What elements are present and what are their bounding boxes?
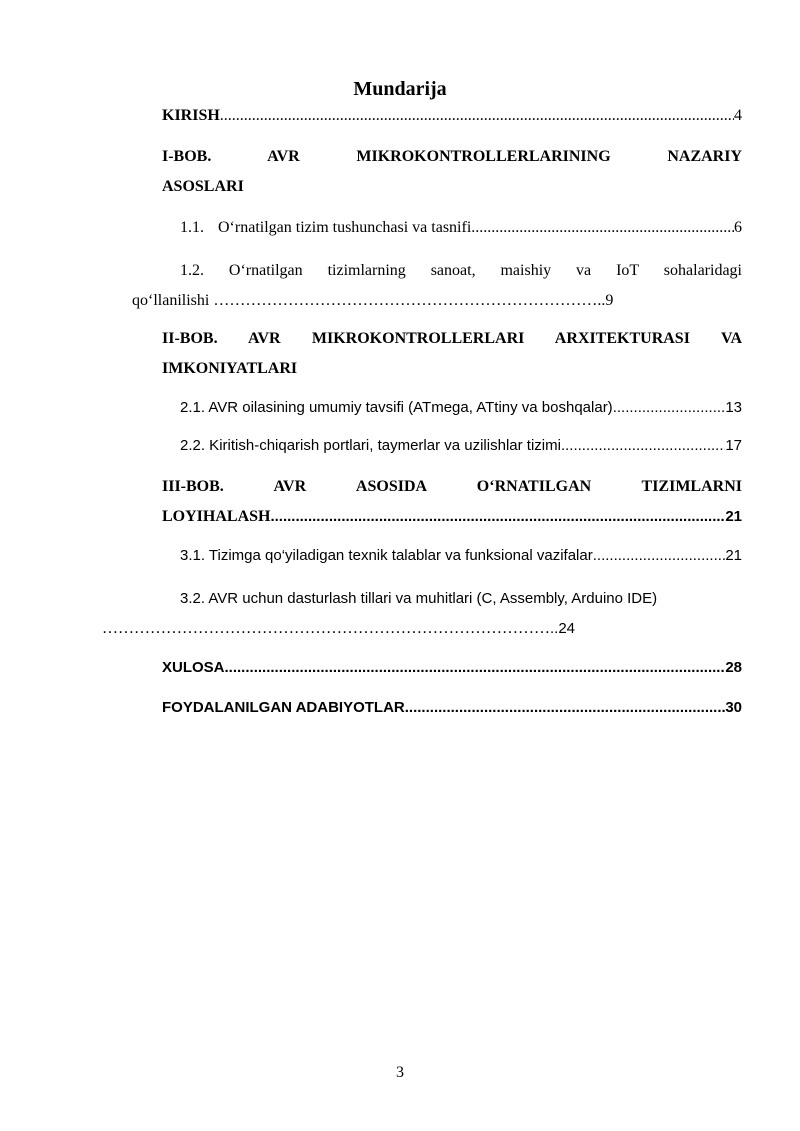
- toc-entry-1-1[interactable]: [180, 216, 742, 240]
- toc-dots: [405, 696, 726, 720]
- toc-dots: [225, 656, 726, 680]
- toc-label: 2.2. Kiritish-chiqarish portlari, taymerlar va uzilishlar tizimi: [180, 437, 561, 454]
- toc-chapter-line1: I-BOB. AVR MIKROKONTROLLERLARINING NAZARIY: [162, 148, 742, 165]
- toc-dots: [471, 216, 734, 240]
- toc-entry-chapter-3[interactable]: [162, 472, 742, 532]
- toc-line1: 3.2. AVR uchun dasturlash tillari va muhitlari (C, Assembly, Arduino IDE): [180, 590, 658, 607]
- toc-chapter-line2: LOYIHALASH: [162, 508, 271, 525]
- toc-page: 21: [725, 547, 742, 564]
- toc-chapter-line1: III-BOB. AVR ASOSIDA O‘RNATILGAN TIZIMLARNI: [162, 478, 742, 495]
- toc-entry-adabiyotlar[interactable]: [162, 696, 742, 720]
- toc-label: 3.1. Tizimga qo‘yiladigan texnik talablar va funksional vazifalar: [180, 547, 593, 564]
- toc-page: 28: [725, 659, 742, 676]
- toc-dots: [613, 396, 726, 420]
- toc-page: 30: [725, 699, 742, 716]
- toc-number: 1.1.: [180, 219, 204, 236]
- toc-page: ..9: [597, 292, 614, 309]
- toc-entry-xulosa[interactable]: [162, 656, 742, 680]
- toc-line2: qo‘llanilishi: [132, 292, 210, 309]
- toc-chapter-line1: II-BOB. AVR MIKROKONTROLLERLARI ARXITEKTURASI VA: [162, 330, 742, 347]
- toc-entry-3-1[interactable]: [180, 544, 742, 568]
- toc-label: XULOSA: [162, 659, 225, 676]
- toc-dots: [102, 620, 550, 637]
- toc-page: 17: [725, 437, 742, 454]
- toc-dots: [213, 292, 597, 309]
- toc-entry-chapter-1[interactable]: [162, 142, 742, 202]
- toc-dots: [593, 544, 726, 568]
- toc-line1: 1.2. O‘rnatilgan tizimlarning sanoat, maishiy va IoT sohalaridagi: [180, 262, 742, 279]
- toc-dots: [220, 104, 734, 128]
- toc-dots: [561, 434, 725, 458]
- toc-label: O‘rnatilgan tizim tushunchasi va tasnifi: [218, 219, 472, 236]
- page-title: Mundarija: [353, 78, 447, 100]
- toc-label: FOYDALANILGAN ADABIYOTLAR: [162, 699, 405, 716]
- toc-page: 4: [734, 107, 742, 124]
- toc-label: 2.1. AVR oilasining umumiy tavsifi (ATmega, ATtiny va boshqalar): [180, 399, 613, 416]
- toc-entry-chapter-2[interactable]: [162, 324, 742, 384]
- toc-entry-1-2[interactable]: [132, 256, 742, 316]
- toc-chapter-line2: ASOSLARI: [162, 178, 244, 195]
- toc-dots: [270, 502, 725, 532]
- toc-page: 13: [725, 399, 742, 416]
- toc-label: KIRISH: [162, 107, 220, 124]
- toc-entry-3-2[interactable]: [132, 584, 742, 644]
- toc-entry-2-2[interactable]: [180, 434, 742, 458]
- toc-entry-2-1[interactable]: [180, 396, 742, 420]
- toc-entry-kirish[interactable]: [162, 104, 742, 128]
- toc-page: ..24: [550, 620, 576, 637]
- toc-page: 21: [725, 508, 742, 525]
- page-number: 3: [396, 1064, 404, 1081]
- toc-chapter-line2: IMKONIYATLARI: [162, 360, 298, 377]
- toc-page: 6: [734, 219, 742, 236]
